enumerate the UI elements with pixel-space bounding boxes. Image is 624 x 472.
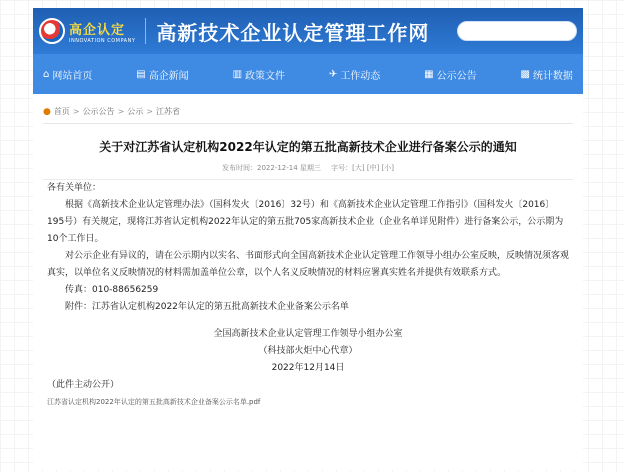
paragraph: 根据《高新技术企业认定管理办法》（国科发火〔2016〕32号）和《高新技术企业认定管理工作指引》（国科发火〔2016〕195号）有关规定，现将江苏省认定机构2022年认定的第五批705家高新技术企业（企业名单详见附件）进行备案公示，公示期为10个工作日。 [47, 200, 564, 244]
breadcrumb-separator: > [146, 107, 153, 116]
news-icon: ▤ [136, 68, 146, 80]
breadcrumb-separator: > [72, 107, 80, 116]
location-pin-icon: ● [43, 106, 51, 117]
site-title: 高新技术企业认定管理工作网 [156, 20, 430, 45]
paragraph: 对公示企业有异议的，请在公示期内以实名、书面形式向全国高新技术企业认定管理工作领导小组办公室反映，反映情况须客观真实，以单位名义反映情况的材料需加盖单位公章，以个人名义反映情况的材料应署真实姓名并提供有效联系方式。 [47, 251, 570, 278]
article-body [33, 180, 583, 411]
breadcrumb-item[interactable]: 江苏省 [155, 107, 180, 116]
nav-item-label: 工作动态 [340, 70, 381, 82]
nav-item-label: 公示公告 [436, 70, 477, 82]
nav-item-statistics[interactable] [520, 67, 572, 82]
nav-item-label: 政策文件 [245, 70, 286, 82]
nav-item-label: 网站首页 [52, 70, 93, 82]
salutation: 各有关单位： [47, 183, 102, 193]
fax-line: 传真：010-88656259 [65, 285, 159, 295]
nav-item-home[interactable] [43, 67, 92, 82]
nav-item-label: 高企新闻 [148, 70, 189, 82]
breadcrumb-item[interactable]: 公示 [127, 107, 144, 116]
publish-date: 发布时间：2022-12-14 星期三 [222, 164, 321, 172]
attachment-line: 附件：江苏省认定机构2022年认定的第五批高新技术企业备案公示名单 [65, 302, 349, 312]
statistics-icon: ▩ [520, 68, 530, 80]
attachment-file-link[interactable]: 江苏省认定机构2022年认定的第五批高新技术企业备案公示名单.pdf [47, 398, 261, 406]
search-input[interactable] [457, 21, 577, 41]
main-nav [33, 54, 583, 94]
public-note: （此件主动公开） [47, 380, 120, 390]
signature-date: 2022年12月14日 [271, 363, 345, 373]
article-meta [43, 163, 573, 180]
page-frame [33, 8, 583, 470]
nav-item-notices[interactable] [424, 67, 476, 82]
notice-icon: ▦ [424, 68, 434, 80]
site-header [33, 8, 583, 54]
breadcrumb-item[interactable]: 公示公告 [82, 107, 115, 116]
breadcrumb [43, 106, 573, 124]
nav-item-news[interactable] [136, 67, 188, 82]
nav-item-label: 统计数据 [532, 70, 573, 82]
logo-text-cn: 高企认定 [69, 22, 126, 38]
logo-text-en: INNOVATION COMPANY [69, 37, 136, 44]
site-logo[interactable] [39, 18, 135, 44]
breadcrumb-item[interactable]: 首页 [53, 107, 70, 116]
home-icon: ⌂ [43, 68, 50, 80]
document-icon: ▥ [232, 68, 243, 80]
nav-item-work-news[interactable] [329, 67, 380, 82]
breadcrumb-separator: > [117, 107, 125, 116]
signature-seal-note: （科技部火炬中心代章） [258, 346, 358, 356]
signature-block [47, 326, 569, 377]
header-divider [145, 18, 146, 44]
paper-plane-icon: ✈ [328, 68, 338, 80]
font-size-switcher[interactable]: 字号：[大] [中] [小] [331, 164, 394, 172]
nav-item-policy[interactable] [233, 67, 285, 82]
signature-org: 全国高新技术企业认定管理工作领导小组办公室 [213, 329, 403, 339]
article-title: 关于对江苏省认定机构2022年认定的第五批高新技术企业进行备案公示的通知 [99, 140, 517, 154]
logo-emblem-icon [39, 18, 65, 44]
